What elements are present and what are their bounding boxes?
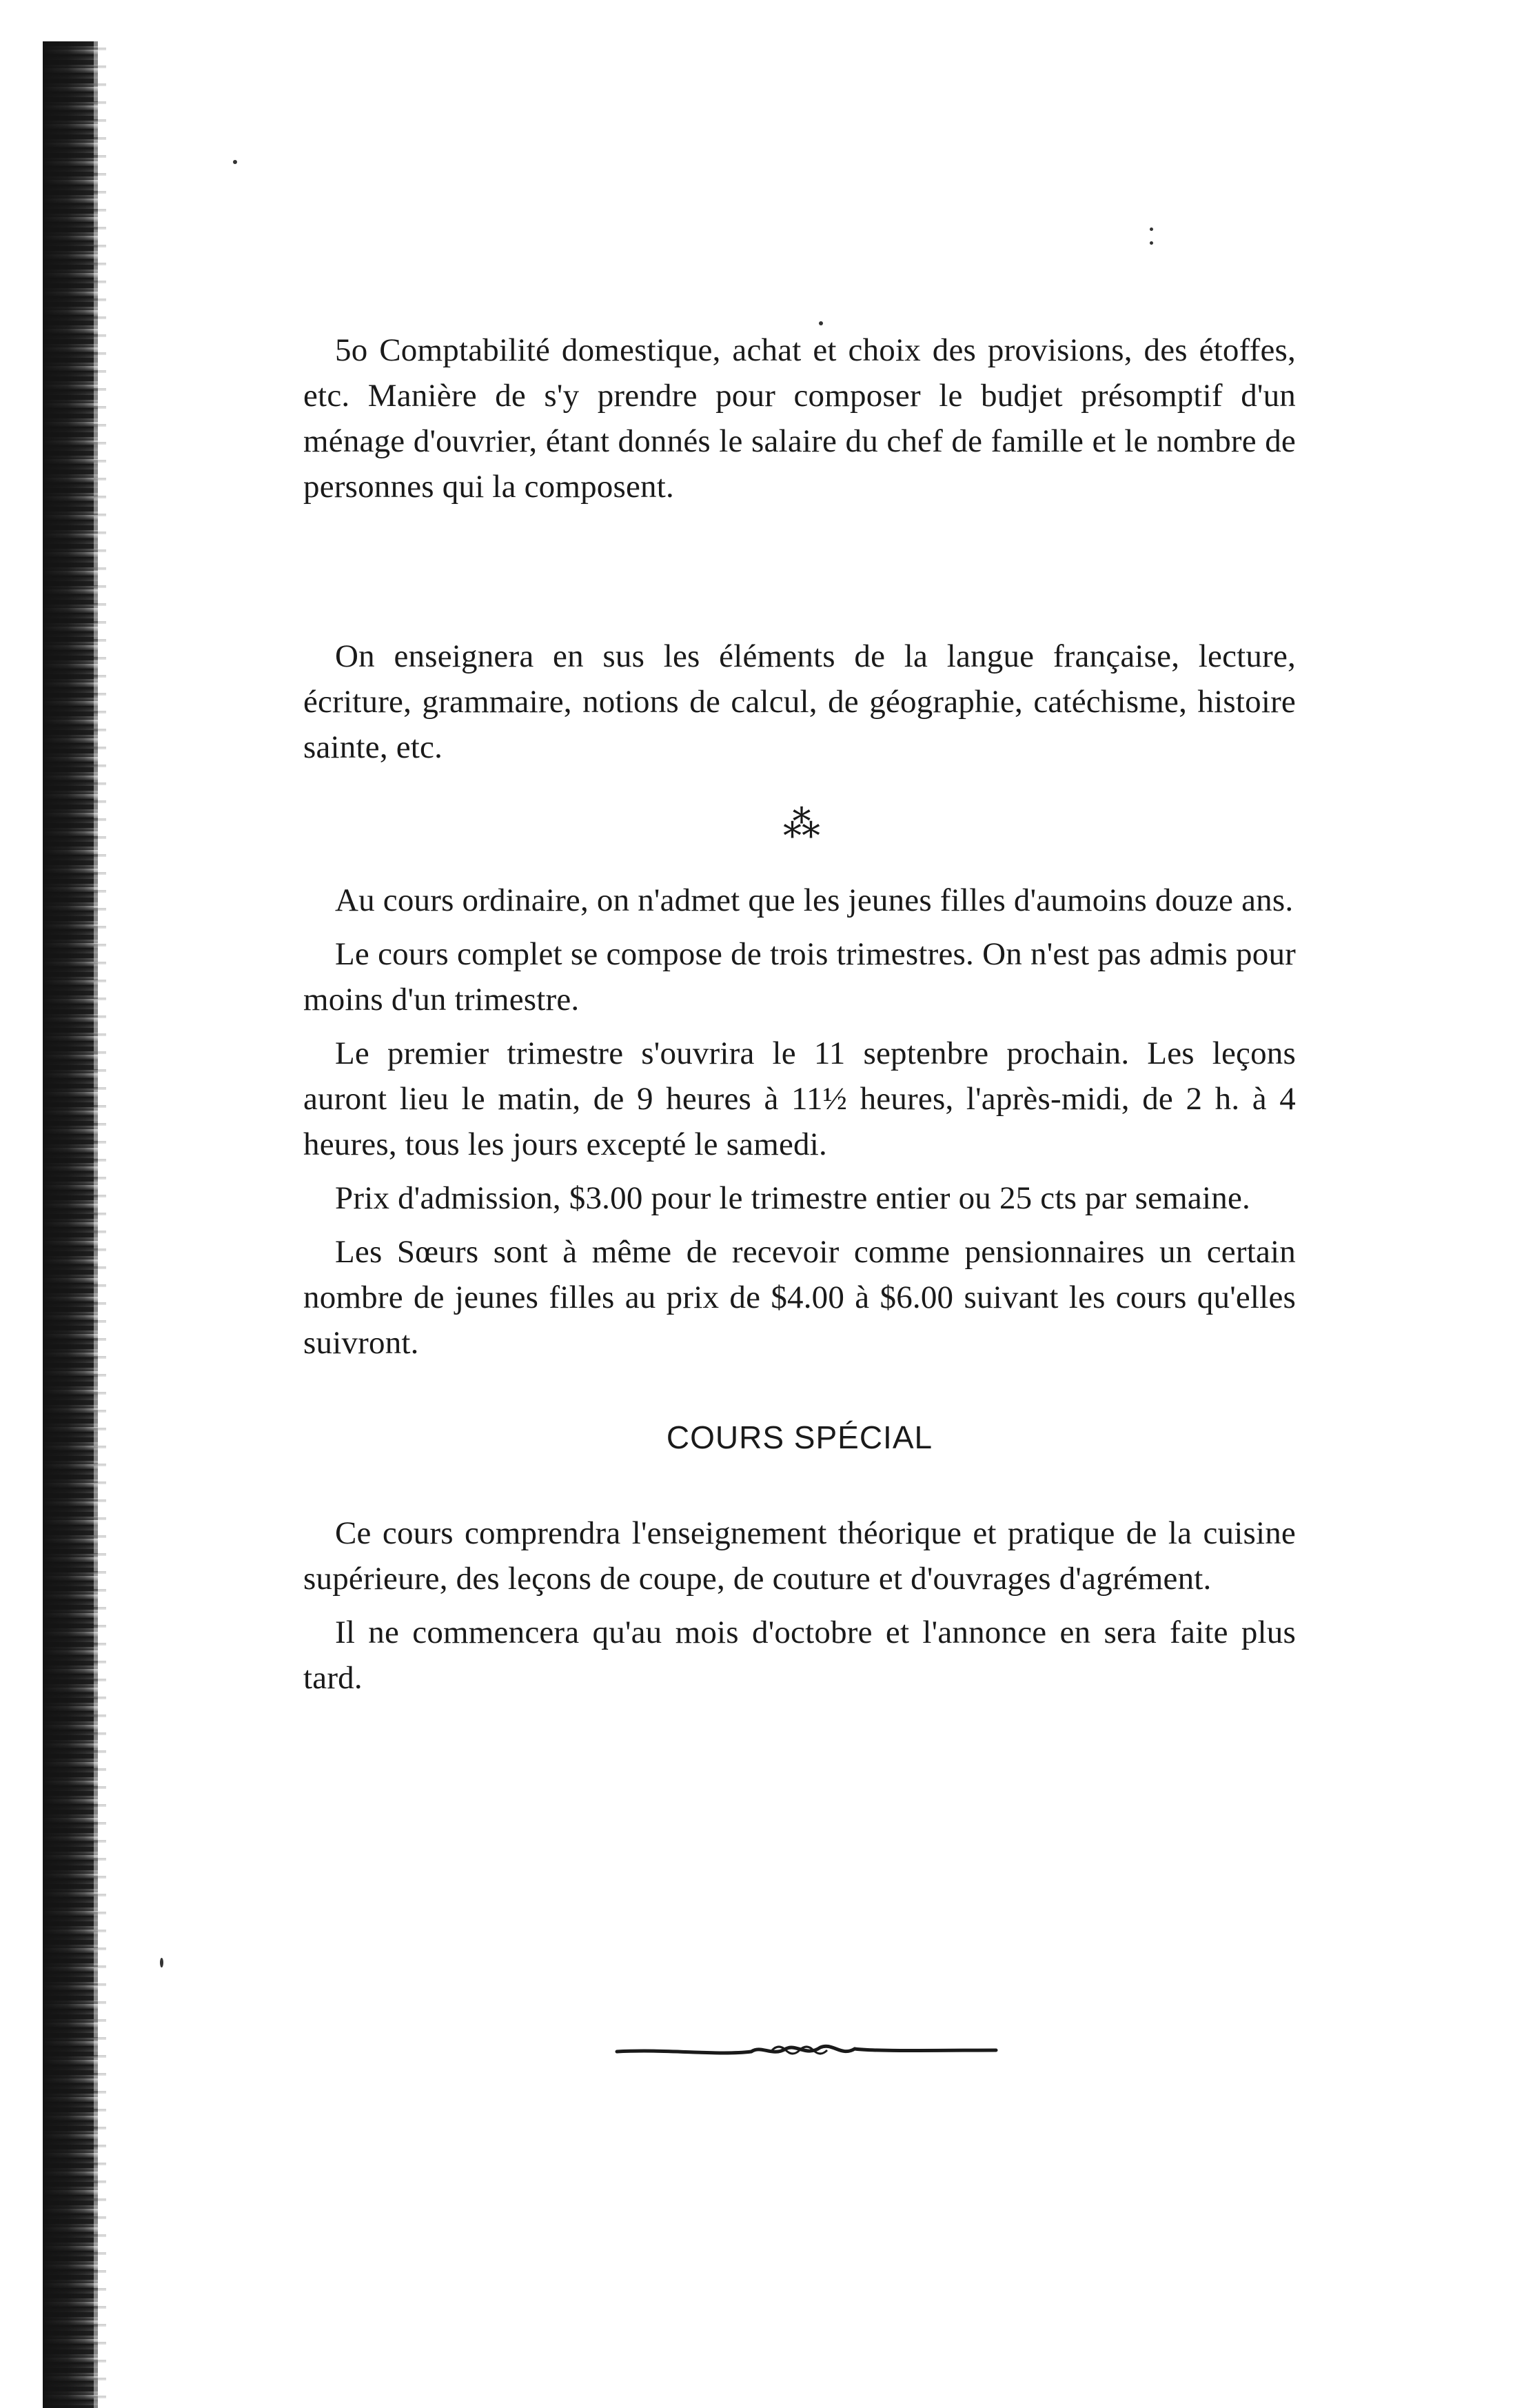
paragraph-cours-complet: Le cours complet se compose de trois trimestres. On n'est pas admis pour moins d'un trimestre. [303,936,1296,1018]
document-page [303,327,1296,1701]
scan-speck [819,321,823,325]
decorative-rule [613,2036,999,2064]
scan-binding-edge [43,41,98,2408]
scan-speck [160,1958,163,1967]
paragraph-pensionnaires: Les Sœurs sont à même de recevoir comme pensionnaires un certain nombre de jeunes filles au prix de $4.00 à $6.00 suivant les cours qu'elles suivront. [303,1234,1296,1361]
paragraph-premier-trimestre: Le premier trimestre s'ouvrira le 11 septenbre prochain. Les leçons auront lieu le matin, de 9 heures à 11½ heures, l'après-midi, de 2 h. à 4 heures, tous les jours excepté le samedi. [303,1035,1296,1162]
paragraph-cours-special: Ce cours comprendra l'enseignement théorique et pratique de la cuisine supérieure, des leçons de coupe, de couture et d'ouvrages d'agrément. [303,1515,1296,1597]
section-title-cours-special: COURS SPÉCIAL [666,1419,933,1455]
scan-speck [1150,241,1153,245]
paragraph-admission-age: Au cours ordinaire, on n'admet que les jeunes filles d'aumoins douze ans. [335,882,1294,918]
paragraph-prix-admission: Prix d'admission, $3.00 pour le trimestre entier ou 25 cts par semaine. [335,1180,1250,1216]
scan-speck [233,160,237,164]
paragraph-annonce: Il ne commencera qu'au mois d'octobre et l'annonce en sera faite plus tard. [303,1615,1296,1696]
paragraph-elements: On enseignera en sus les éléments de la langue française, lecture, écriture, grammaire, notions de calcul, de géographie, catéchisme, histoire sainte, etc. [303,638,1296,765]
scan-speck [1150,227,1153,231]
ornament-asterism: ⁂ [783,804,816,845]
paragraph-comptabilite: 5o Comptabilité domestique, achat et choix des provisions, des étoffes, etc. Manière de s'y prendre pour composer le budjet présomptif d'un ménage d'ouvrier, étant donnés le salaire du chef de famille et le nombre de personnes qui la composent. [303,332,1296,505]
